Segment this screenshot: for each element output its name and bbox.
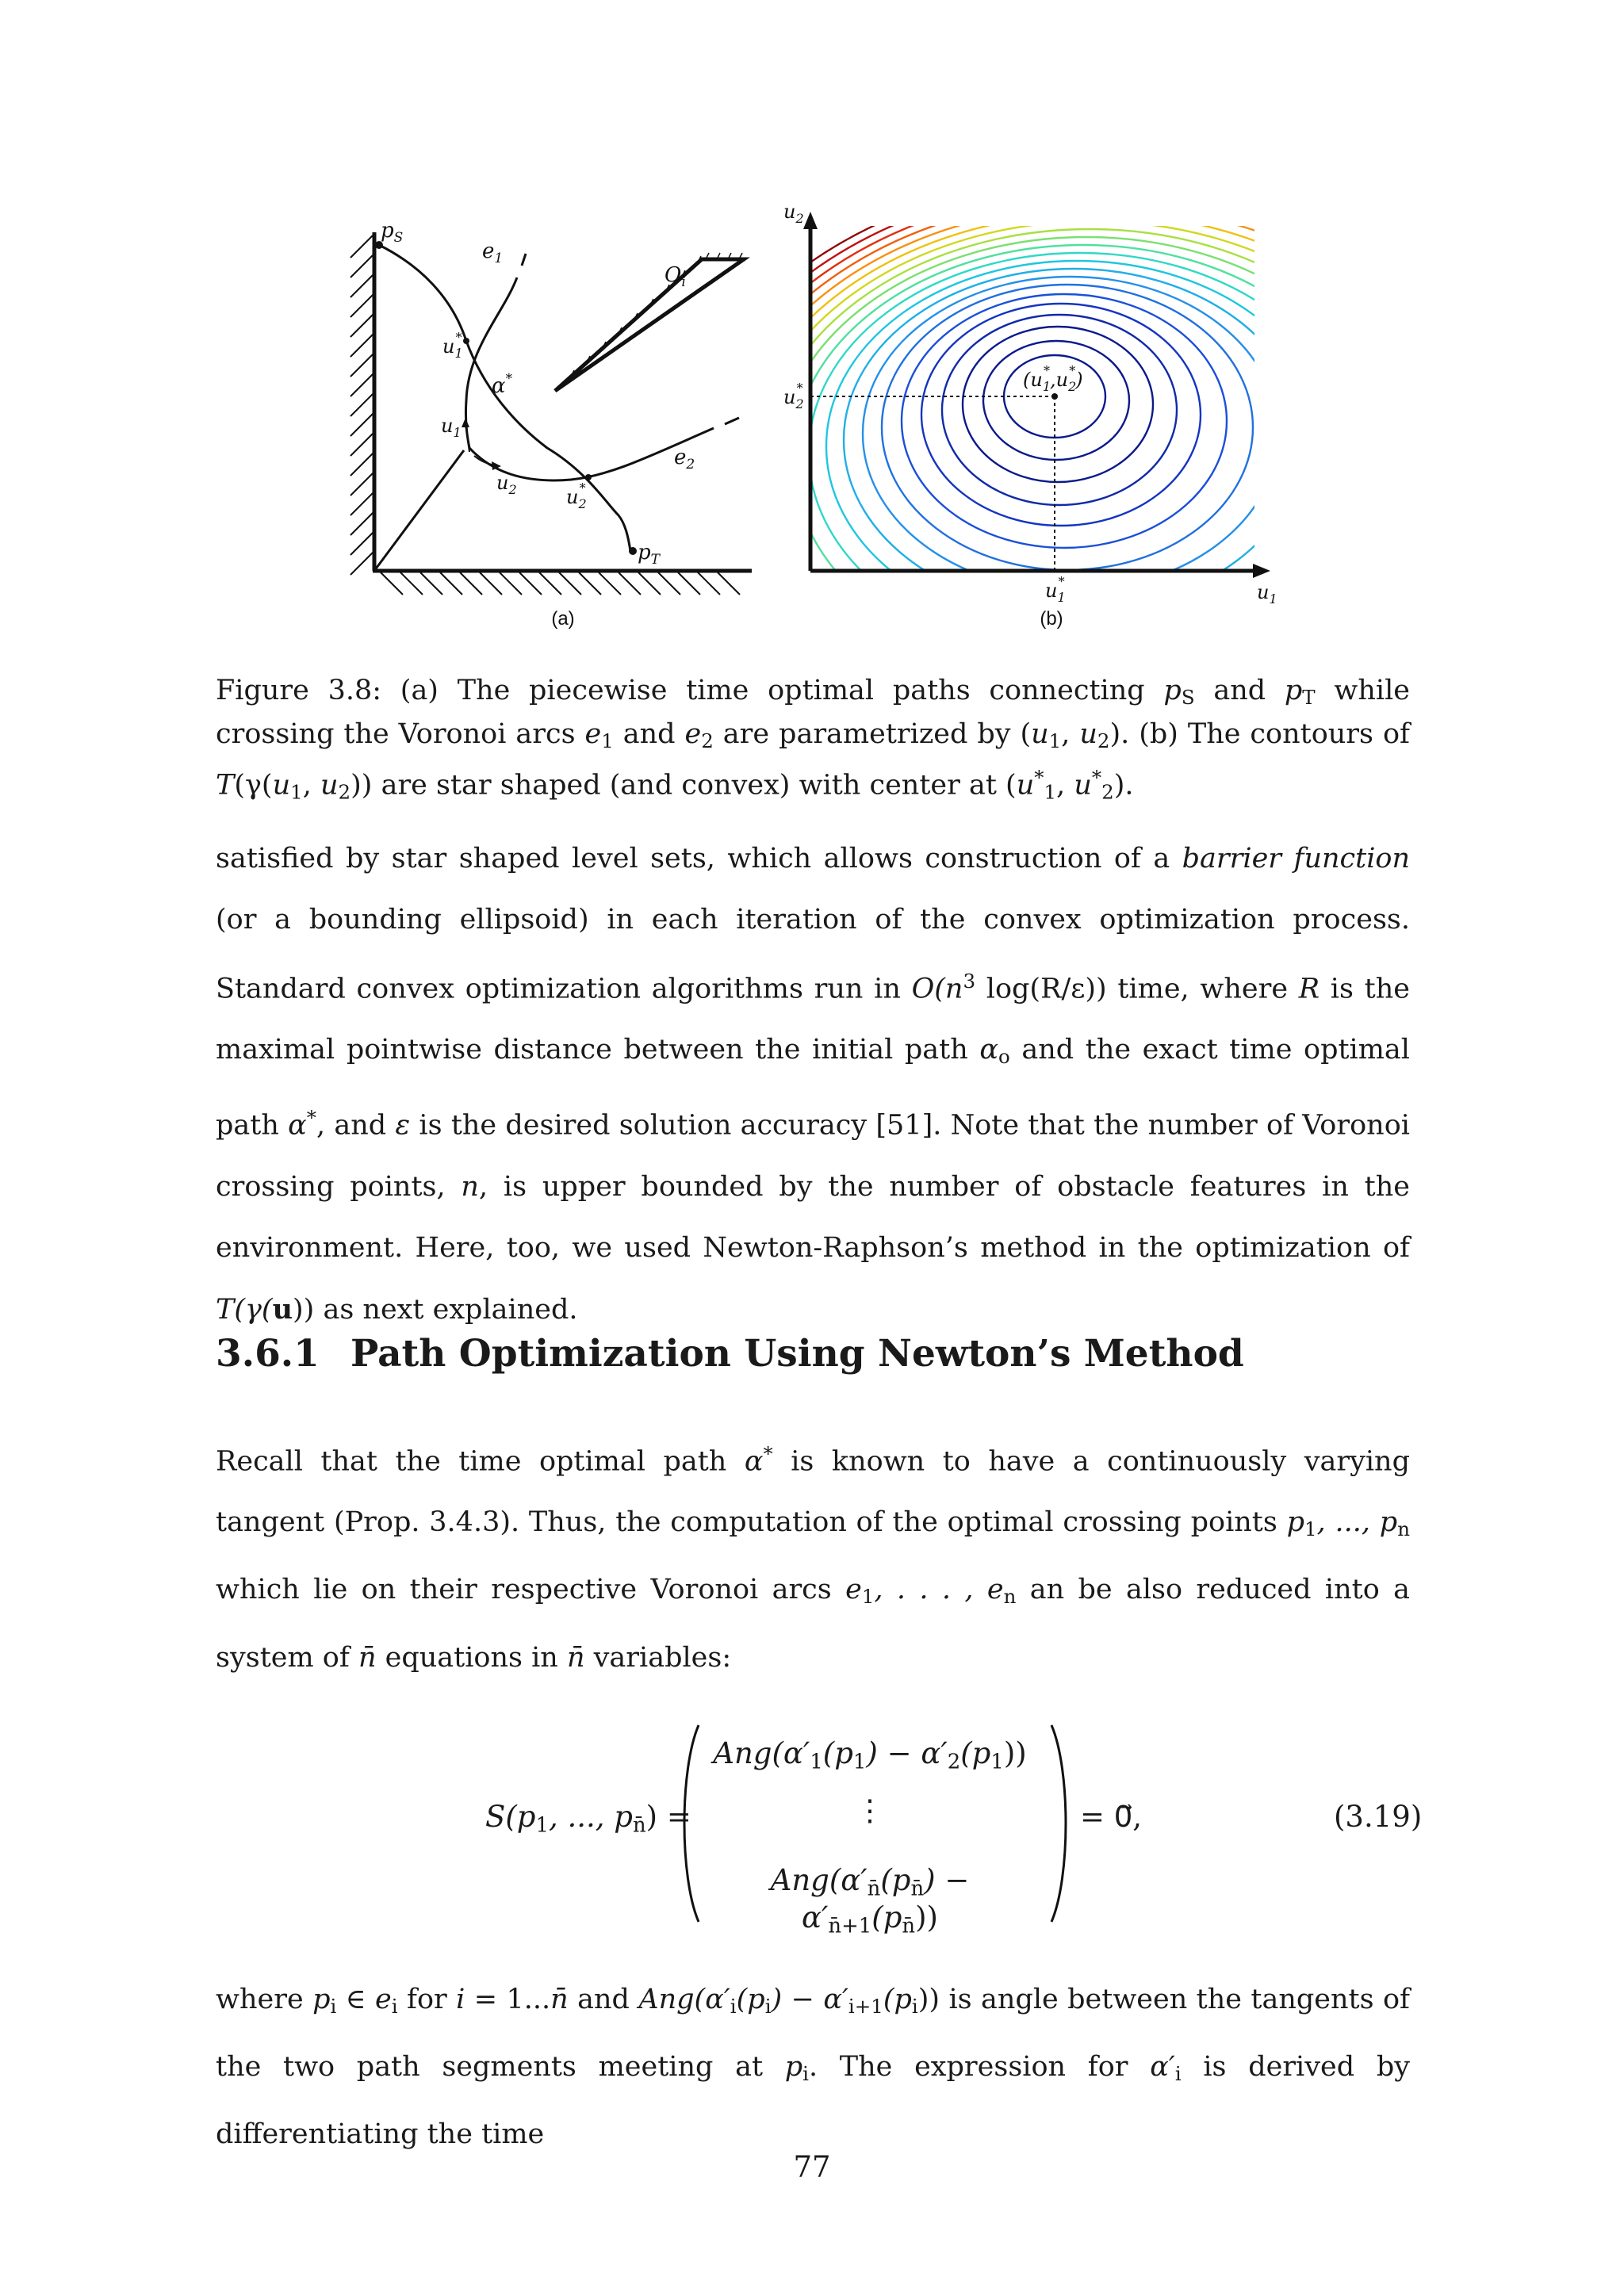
label-e1: $e_1$ <box>482 239 504 266</box>
label-u1-star: $u_1*$ <box>442 330 463 361</box>
point-u2-star <box>585 474 592 480</box>
label-u1: $u_1$ <box>441 415 462 440</box>
equation-number: (3.19) <box>1334 1800 1423 1834</box>
center-point <box>1051 393 1058 400</box>
u1-arrow-icon <box>462 418 469 427</box>
section-number: 3.6.1 <box>216 1332 320 1376</box>
x-axis-arrow-icon <box>1253 564 1270 578</box>
label-pt: $p_T$ <box>638 541 660 568</box>
initial-path-segment <box>374 450 464 571</box>
voronoi-arc-e2 <box>469 418 739 480</box>
y-tick-u2-star: $u_2*$ <box>783 381 804 411</box>
x-tick-u1-star: $u_1*$ <box>1045 574 1066 605</box>
equation-lhs: $S(p_1$, ..., $p_{n̄}$) = <box>485 1800 691 1838</box>
paragraph-where: where $p_i$ ∈ $e_i$ for i = 1...n̄ and $Ang(\alpha'_i(p_i) - \alpha'_{i+1}(p_i))$ is angle between the tangents of the two path segments meeting at $p_i$. The expression for $\alpha'_i$ is derived by differentiating the time <box>216 1984 1410 2151</box>
matrix-row-dots: ⋮ <box>855 1793 885 1827</box>
bottom-wall-hatching <box>381 572 740 595</box>
matrix-row-1: $Ang(\alpha'_1(p_1) - \alpha'_2(p_1))$ <box>713 1736 1027 1774</box>
equation-3-19 <box>0 1720 1624 1938</box>
label-u2: $u_2$ <box>496 472 517 497</box>
paragraph-convex-optimization: satisfied by star shaped level sets, which allows construction of a barrier function (or a bounding ellipsoid) in each iteration of the convex optimization process. Standard convex optimization algorithms run in $O(n^3$ log(R/ε)) time, where R is the maximal pointwise distance between the initial path $\alpha_o$ and the exact time optimal path α*, and ε is the desired solution accuracy [51]. Note that the number of Voronoi crossing points, n, is upper bounded by the number of obstacle features in the environment. Here, too, we used Newton-Raphson’s method in the optimization of T(γ(u)) as next explained. <box>216 843 1410 1326</box>
section-title: Path Optimization Using Newton’s Method <box>350 1332 1244 1376</box>
page-number: 77 <box>793 2150 831 2184</box>
y-axis-arrow-icon <box>803 212 818 229</box>
label-u2-star: $u_2*$ <box>566 480 587 511</box>
label-ps: $p_S$ <box>381 219 404 246</box>
label-alpha-star: α* <box>492 371 513 398</box>
voronoi-arc-e1 <box>465 254 526 448</box>
figure-svg <box>333 202 1300 638</box>
point-u1-star <box>463 338 469 344</box>
right-paren <box>1048 1722 1072 1925</box>
panel-a-label: (a) <box>551 608 575 629</box>
center-label: $(u_1*,u_2*)$ <box>1023 363 1083 394</box>
equation-rhs: = 0⃗, <box>1080 1800 1143 1834</box>
left-paren <box>678 1722 702 1925</box>
figure-caption: Figure 3.8: (a) The piecewise time optimal paths connecting $p_S$ and $p_T$ while crossing the Voronoi arcs $e_1$ and $e_2$ are parametrized by ($u_1$, $u_2$). (b) The contours of $T(\gamma(u_1$, $u_2$)) are star shaped (and convex) with center at ($u^*_1$, $u^*_2$). <box>216 675 1410 804</box>
point-pt <box>629 547 637 555</box>
left-wall-hatching <box>350 234 374 575</box>
panel-b <box>663 202 1300 638</box>
matrix-row-n: $Ang(\alpha'_{n̄}(p_{n̄}) - \alpha'_{n̄+1}(p_{n̄}))$ <box>770 1863 970 1938</box>
y-axis-label: $u_2$ <box>783 202 804 226</box>
x-axis-label: $u_1$ <box>1257 581 1277 607</box>
panel-a <box>350 219 752 629</box>
figure-3-8 <box>333 202 1300 638</box>
section-heading <box>216 1332 1244 1376</box>
label-e2: $e_2$ <box>674 446 695 473</box>
paragraph-newton-intro: Recall that the time optimal path α* is known to have a continuously varying tangent (Prop. 3.4.3). Thus, the computation of the optimal crossing points $p_1$, ..., $p_n$ which lie on their respective Voronoi arcs $e_1$, . . . , $e_n$ an be also reduced into a system of n̄ equations in n̄ variables: <box>216 1442 1410 1674</box>
optimal-path <box>379 245 630 551</box>
label-obstacle: $O_i$ <box>665 263 686 290</box>
obstacle-triangle <box>555 259 744 391</box>
panel-b-label: (b) <box>1040 608 1063 629</box>
